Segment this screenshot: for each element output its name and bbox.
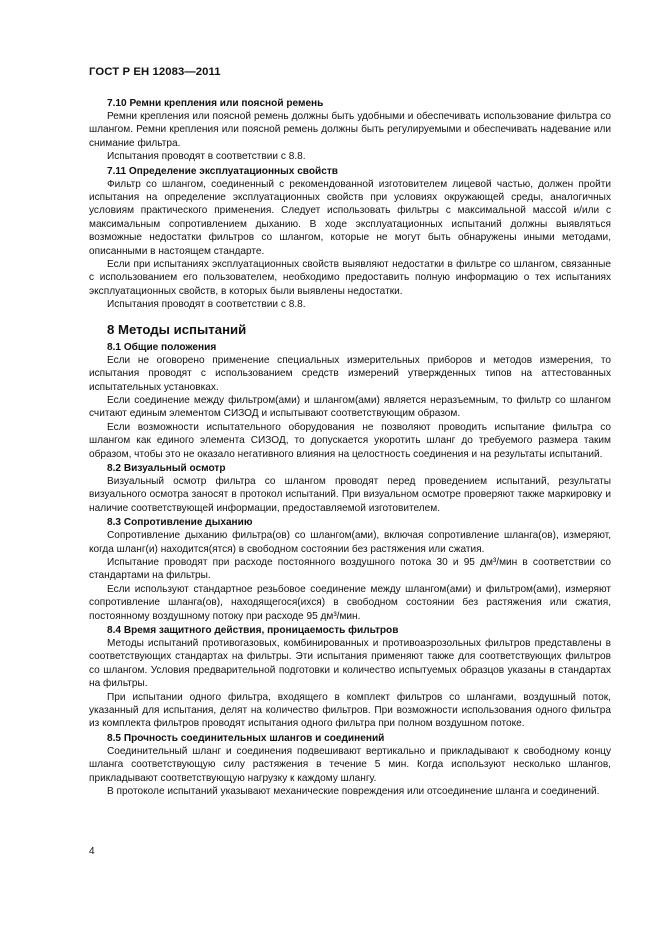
section-8-5 xyxy=(89,732,611,799)
paragraph: Ремни крепления или поясной ремень должны быть удобными и обеспечивать использование фильтра со шлангом. Ремни крепления или поясной ремень должны быть регулируемыми и обеспечивать надевание или снимание фильтра. xyxy=(89,111,611,149)
paragraph: Если соединение между фильтром(ами) и шлангом(ами) является неразъемным, то фильтр со шлангом считают единым элементом СИЗОД и испытывают соответствующим образом. xyxy=(89,394,611,420)
standard-header: ГОСТ Р ЕН 12083—2011 xyxy=(89,66,221,78)
section-8-4 xyxy=(89,624,611,731)
paragraph: В протоколе испытаний указывают механические повреждения или отсоединение шланга и соединений. xyxy=(107,786,600,798)
section-8-2 xyxy=(89,462,611,515)
page-content xyxy=(89,97,611,798)
section-heading: 8.1 Общие положения xyxy=(107,341,217,353)
section-8-3 xyxy=(89,516,611,623)
section-heading: 7.11 Определение эксплуатационных свойств xyxy=(107,165,339,177)
section-heading: 7.10 Ремни крепления или поясной ремень xyxy=(107,98,324,109)
section-heading: 8.4 Время защитного действия, проницаемость фильтров xyxy=(107,625,399,636)
paragraph: Сопротивление дыханию фильтра(ов) со шлангом(ами), включая сопротивление шланга(ов), измеряют, когда шланг(и) находится(ятся) в свободном состоянии без растяжения или сжатия. xyxy=(89,530,611,555)
page-number: 4 xyxy=(89,846,95,857)
section-8-1 xyxy=(89,341,611,461)
section-7-10 xyxy=(89,97,611,164)
paragraph: Фильтр со шлангом, соединенный с рекомендованной изготовителем лицевой частью, должен пройти испытания на определение эксплуатационных свойств при условиях окружающей среды, аналогичных условиям практического применения. Следует использовать фильтры с максимальной массой и/или с максимальным сопротивлением дыханию. В ходе эксплуатационных испытаний должны выявляться возможные недостатки фильтров со шлангом, которые не могут быть обнаружены иными методами, описанными в настоящем стандарте. xyxy=(89,178,611,257)
paragraph: Испытания проводят в соответствии с 8.8. xyxy=(107,299,306,311)
paragraph: Соединительный шланг и соединения подвешивают вертикально и прикладывают к свободному концу шланга соответствующую силу растяжения в течение 5 мин. Когда используют несколько шлангов, прикладывают соответствующую нагрузку к каждому шлангу. xyxy=(89,745,611,784)
section-heading: 8.2 Визуальный осмотр xyxy=(107,462,226,474)
paragraph: Если при испытаниях эксплуатационных свойств выявляют недостатки в фильтре со шлангом, связанные с использованием его пользователем, необходимо предоставить полную информацию о тех испытаниях эксплуатационных свойств, в которых были выявлены недостатки. xyxy=(89,259,611,297)
paragraph: Испытания проводят в соответствии с 8.8. xyxy=(107,151,306,163)
section-7-11 xyxy=(89,165,611,312)
paragraph: Визуальный осмотр фильтра со шлангом проводят перед проведением испытаний, результаты визуального осмотра заносят в протокол испытаний. При визуальном осмотре проверяют также маркировку и наличие соответствующей информации, предоставляемой изготовителем. xyxy=(89,475,611,514)
paragraph: Если возможности испытательного оборудования не позволяют проводить испытание фильтра со шлангом как единого элемента СИЗОД, то допускается укоротить шланг до требуемого размера таким образом, чтобы это не оказало негативного влияния на целостность соединения и на результаты испытаний. xyxy=(89,421,611,460)
section-heading: 8.5 Прочность соединительных шлангов и соединений xyxy=(107,732,385,744)
paragraph: Если не оговорено применение специальных измерительных приборов и методов измерения, то испытания проводят с использованием средств измерений утвержденных типов на аттестованных испытательных установках. xyxy=(89,354,611,393)
paragraph: Испытание проводят при расходе постоянного воздушного потока 30 и 95 дм³/мин в соответствии со стандартами на фильтры. xyxy=(89,556,611,582)
paragraph: Методы испытаний противогазовых, комбинированных и противоаэрозольных фильтров представлены в соответствующих стандартах на фильтры. Эти испытания применяют также для соответствующих фильтров со шлангом. Условия предварительной подготовки и количество испытуемых образцов указаны в стандартах на фильтры. xyxy=(89,638,611,690)
paragraph: При испытании одного фильтра, входящего в комплект фильтров со шлангами, воздушный поток, указанный для испытания, делят на количество фильтров. При возможности использования одного фильтра из комплекта фильтров проводят испытания одного фильтра при полном воздушном потоке. xyxy=(89,691,611,730)
section-heading: 8.3 Сопротивление дыханию xyxy=(107,517,253,529)
paragraph: Если используют стандартное резьбовое соединение между шлангом(ами) и фильтром(ами), измеряют сопротивление шланга(ов), находящегося(ихся) в свободном состоянии без растяжения или сжатия, постоянному воздушному потоку при расходе 95 дм³/мин. xyxy=(89,583,611,622)
chapter-heading: 8 Методы испытаний xyxy=(107,321,247,337)
